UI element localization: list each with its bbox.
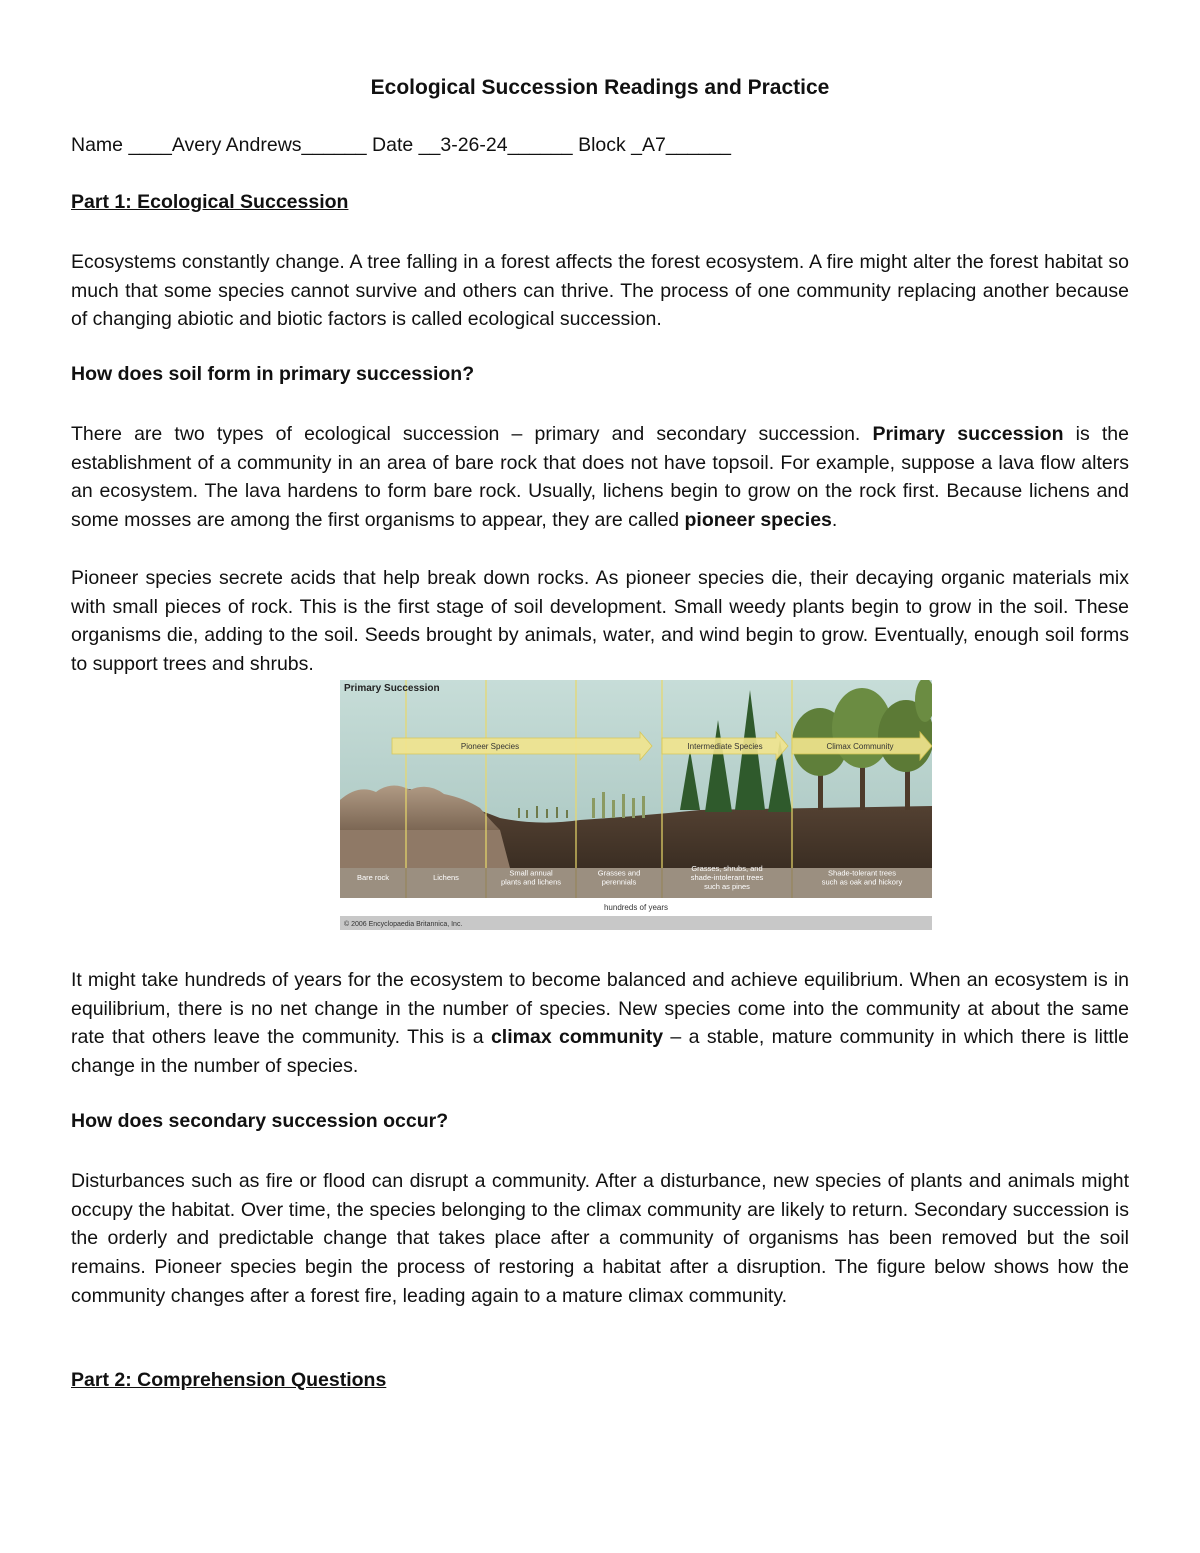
arrow-label: Intermediate Species: [687, 742, 763, 751]
equilibrium-paragraph: [71, 966, 1129, 1081]
figure-title: Primary Succession: [344, 683, 440, 694]
question-primary-succession: How does soil form in primary succession?: [71, 363, 475, 385]
stage-label: Grasses and: [597, 868, 641, 878]
stage-label: perennials: [601, 877, 637, 887]
p2-text-e: .: [831, 509, 838, 532]
question-secondary-succession: How does secondary succession occur?: [71, 1110, 449, 1132]
student-info-line: Name ____Avery Andrews______ Date __3-26-24______ Block _A7______: [71, 134, 731, 156]
part1-heading: Part 1: Ecological Succession: [71, 191, 349, 213]
stage-label: such as oak and hickory: [821, 877, 903, 887]
secondary-succession-paragraph: Disturbances such as fire or flood can disrupt a community. After a disturbance, new species of plants and animals might occupy the habitat. Over time, the species belonging to the climax community are likely to return. Secondary succession is the orderly and predictable change that takes place after a community of organisms has been removed but the soil remains. Pioneer species begin the process of restoring a habitat after a disruption. The figure below shows how the community changes after a forest fire, leading again to a mature climax community.: [71, 1170, 1129, 1307]
stage-label: plants and lichens: [500, 877, 562, 887]
primary-succession-paragraph: [71, 420, 1129, 535]
figure-rock-base: [340, 830, 510, 868]
intro-paragraph: Ecosystems constantly change. A tree falling in a forest affects the forest ecosystem. A fire might alter the forest habitat so much that some species cannot survive and others can thrive. The process of one community replacing another because of changing abiotic and biotic factors is called ecological succession.: [71, 251, 1129, 331]
stage-label: Grasses, shrubs, and: [691, 864, 763, 873]
p2-text-c: is the establishment of a community in an area of bare rock that does not have topsoil. For example, suppose a lava flow alters an ecosystem. The lava hardens to form bare rock. Usually, lichens begin to grow on the rock first. Because lichens and some mosses are among the first organisms to appear, they are called: [71, 423, 1129, 532]
stage-label: Shade-tolerant trees: [828, 868, 896, 878]
arrow-label: Pioneer Species: [460, 742, 520, 751]
soil-development-paragraph: Pioneer species secrete acids that help break down rocks. As pioneer species die, their decaying organic materials mix with small pieces of rock. This is the first stage of soil development. Small weedy plants begin to grow in the soil. These organisms die, adding to the soil. Seeds brought by animals, water, and wind begin to grow. Eventually, enough soil forms to support trees and shrubs.: [71, 567, 1129, 676]
p4-text-c: – a stable, mature community in which there is little change in the number of species.: [71, 1026, 1129, 1078]
name-value[interactable]: Avery Andrews: [171, 134, 302, 156]
term-pioneer-species: pioneer species: [684, 509, 832, 532]
stage-label: such as pines: [704, 882, 750, 891]
arrow-label: Climax Community: [826, 742, 894, 751]
p2-text-a: There are two types of ecological succession – primary and secondary succession.: [71, 423, 873, 445]
figure-credit: © 2006 Encyclopaedia Britannica, Inc.: [344, 921, 463, 928]
stage-label: Bare rock: [356, 873, 390, 882]
page-title: Ecological Succession Readings and Practice: [370, 76, 830, 99]
name-label: Name: [71, 134, 124, 156]
p4-text-a: It might take hundreds of years for the ecosystem to become balanced and achieve equilibrium. When an ecosystem is in equilibrium, there is no net change in the number of species. New species come into the community at about the same rate that others leave the community. This is a: [71, 969, 1129, 1049]
stage-label: Lichens: [433, 873, 459, 882]
primary-succession-figure: [340, 680, 932, 930]
date-value[interactable]: 3-26-24: [440, 134, 508, 156]
stage-label: shade-intolerant trees: [690, 873, 764, 882]
part2-heading: Part 2: Comprehension Questions: [71, 1369, 387, 1391]
stage-label: Small annual: [509, 868, 553, 878]
block-label: Block: [578, 134, 626, 156]
figure-timeline-label: hundreds of years: [603, 903, 669, 912]
date-label: Date: [372, 134, 414, 156]
term-primary-succession: Primary succession: [872, 423, 1064, 445]
block-value[interactable]: A7: [642, 134, 666, 156]
term-climax-community: climax community: [490, 1026, 664, 1049]
